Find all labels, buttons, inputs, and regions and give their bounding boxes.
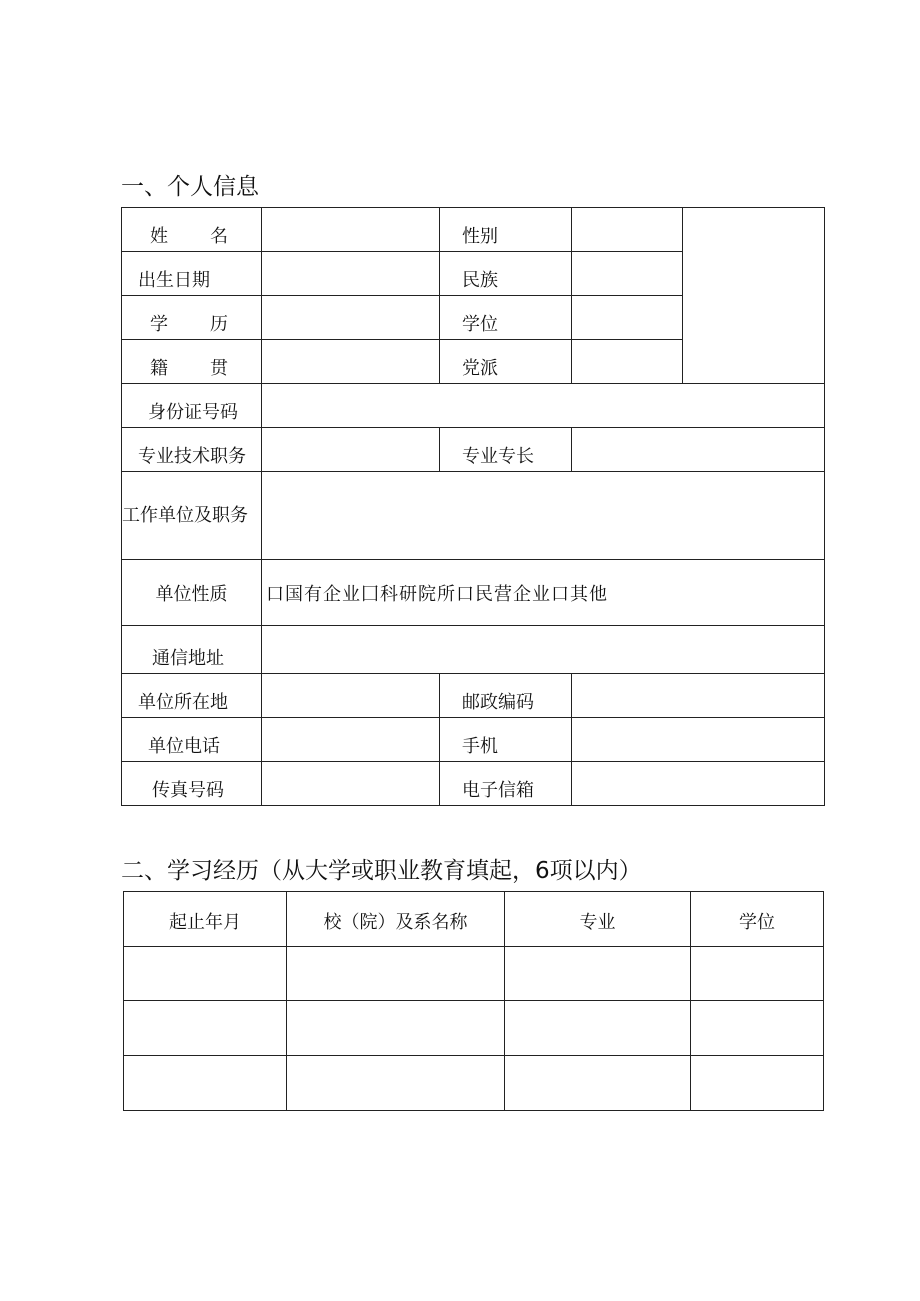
col-school: 校（院）及系名称 <box>287 892 505 947</box>
cell-major[interactable] <box>505 1001 691 1056</box>
section-title-education: 二、学习经历（从大学或职业教育填起，6项以内） <box>121 858 642 884</box>
field-postcode[interactable] <box>572 674 825 718</box>
cell-period[interactable] <box>124 947 287 1001</box>
field-ethnicity[interactable] <box>572 252 683 296</box>
field-unit-location[interactable] <box>262 674 440 718</box>
col-period: 起止年月 <box>124 892 287 947</box>
label-specialty: 专业专长 <box>440 428 572 472</box>
section-title-personal-info: 一、个人信息 <box>121 174 259 200</box>
label-unit-location: 单位所在地 <box>122 674 262 718</box>
field-education[interactable] <box>262 296 440 340</box>
field-address[interactable] <box>262 626 825 674</box>
field-specialty[interactable] <box>572 428 825 472</box>
cell-period[interactable] <box>124 1001 287 1056</box>
field-name[interactable] <box>262 208 440 252</box>
education-table <box>123 891 824 1111</box>
field-mobile[interactable] <box>572 718 825 762</box>
label-degree: 学位 <box>440 296 572 340</box>
label-tech-title: 专业技术职务 <box>122 428 262 472</box>
cell-major[interactable] <box>505 947 691 1001</box>
label-work-unit: 工作单位及职务 <box>122 472 262 560</box>
label-postcode: 邮政编码 <box>440 674 572 718</box>
cell-degree[interactable] <box>691 1001 824 1056</box>
cell-school[interactable] <box>287 1056 505 1111</box>
cell-period[interactable] <box>124 1056 287 1111</box>
field-fax[interactable] <box>262 762 440 806</box>
cell-school[interactable] <box>287 947 505 1001</box>
label-education: 学 历 <box>122 296 262 340</box>
photo-cell[interactable] <box>683 208 825 384</box>
label-id-number: 身份证号码 <box>122 384 262 428</box>
field-party[interactable] <box>572 340 683 384</box>
label-ethnicity: 民族 <box>440 252 572 296</box>
field-birth-date[interactable] <box>262 252 440 296</box>
cell-degree[interactable] <box>691 1056 824 1111</box>
label-gender: 性别 <box>440 208 572 252</box>
label-fax: 传真号码 <box>122 762 262 806</box>
field-tech-title[interactable] <box>262 428 440 472</box>
col-degree: 学位 <box>691 892 824 947</box>
col-major: 专业 <box>505 892 691 947</box>
field-degree[interactable] <box>572 296 683 340</box>
label-email: 电子信箱 <box>440 762 572 806</box>
field-work-unit[interactable] <box>262 472 825 560</box>
field-email[interactable] <box>572 762 825 806</box>
field-id-number[interactable] <box>262 384 825 428</box>
cell-school[interactable] <box>287 1001 505 1056</box>
cell-degree[interactable] <box>691 947 824 1001</box>
label-name: 姓 名 <box>122 208 262 252</box>
field-gender[interactable] <box>572 208 683 252</box>
label-mobile: 手机 <box>440 718 572 762</box>
cell-major[interactable] <box>505 1056 691 1111</box>
personal-info-table <box>121 207 825 806</box>
label-native-place: 籍 贯 <box>122 340 262 384</box>
field-native-place[interactable] <box>262 340 440 384</box>
label-address: 通信地址 <box>122 626 262 674</box>
table-row <box>124 1001 824 1056</box>
unit-nature-options[interactable]: 口国有企业囗科研院所口民营企业口其他 <box>262 560 825 626</box>
table-row <box>124 947 824 1001</box>
label-unit-nature: 单位性质 <box>122 560 262 626</box>
field-unit-phone[interactable] <box>262 718 440 762</box>
table-row <box>124 1056 824 1111</box>
label-party: 党派 <box>440 340 572 384</box>
label-unit-phone: 单位电话 <box>122 718 262 762</box>
label-birth-date: 出生日期 <box>122 252 262 296</box>
